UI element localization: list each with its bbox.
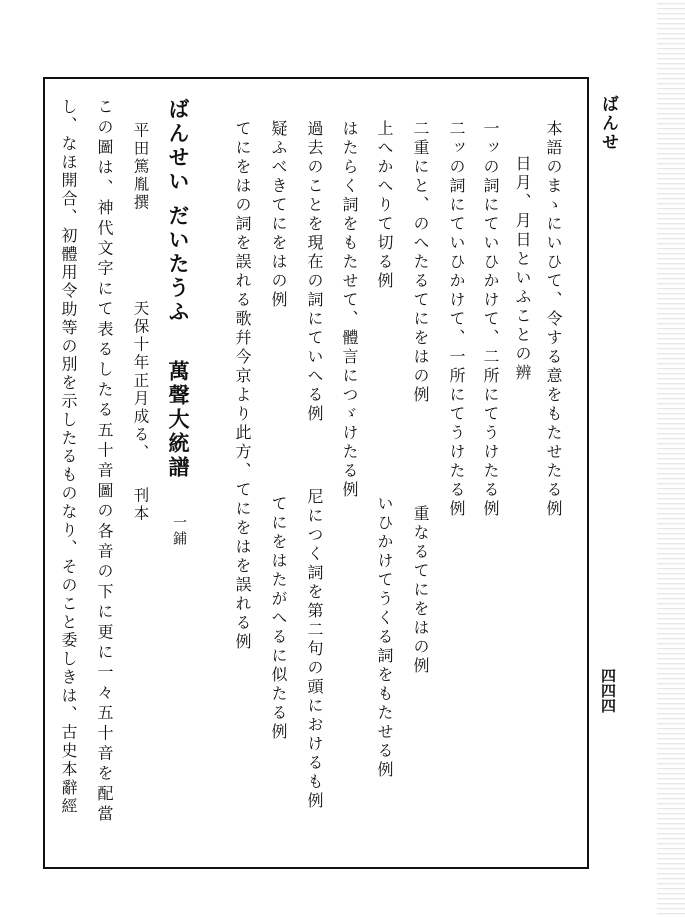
index-line-2: 日月、月日といふことの辨	[513, 155, 532, 383]
running-title: ばんせ	[598, 95, 618, 152]
entry-title-kanji: 萬聲大統譜	[166, 360, 191, 480]
index-line-1: 本語のまゝにいひて、令する意をもたせたる例	[544, 120, 563, 519]
index-line-5a: 二重にと、のへたるてにをはの例	[411, 120, 430, 405]
page-number: 四四四	[599, 668, 617, 713]
entry-description-1: この圖は、神代文字にて表るしたる五十音圖の各音の下に更に一々五十音を配當	[95, 98, 114, 826]
entry-author: 平田篤胤撰	[131, 122, 150, 212]
index-line-10: てにをはの詞を誤れる歌幷今京より此方、てにをはを誤れる例	[233, 120, 252, 652]
index-line-3: 一ッの詞にていひかけて、二所にてうけたる例	[481, 120, 500, 519]
entry-date: 天保十年正月成る、	[131, 300, 150, 462]
entry-title-kana: ばんせい だいたうふ	[166, 98, 191, 325]
entry-edition: 刊本	[131, 487, 150, 523]
index-line-8a: 過去のことを現在の詞にていへる例	[305, 120, 324, 424]
page-edge-shadow	[657, 0, 685, 917]
index-line-9b: てにをはたがへるに似たる例	[269, 495, 288, 742]
entry-volumes: 一鋪	[171, 515, 187, 547]
index-line-9a: 疑ふべきてにをはの例	[269, 120, 288, 310]
index-line-4: 二ッの詞にていひかけて、一所にてうけたる例	[447, 120, 466, 519]
index-line-6a: 上へかへりて切る例	[375, 120, 394, 291]
entry-description-2: し、なほ開合、初體用令助等の別を示したるものなり、そのこと委しきは、古史本辭經	[59, 98, 78, 816]
index-line-6b: いひかけてうくる詞をもたせる例	[375, 495, 394, 780]
index-line-5b: 重なるてにをはの例	[411, 505, 430, 676]
index-line-8b: 尼につく詞を第二句の頭におけるも例	[305, 488, 324, 811]
index-line-7: はたらく詞をもたせて、體言につゞけたる例	[340, 120, 359, 500]
